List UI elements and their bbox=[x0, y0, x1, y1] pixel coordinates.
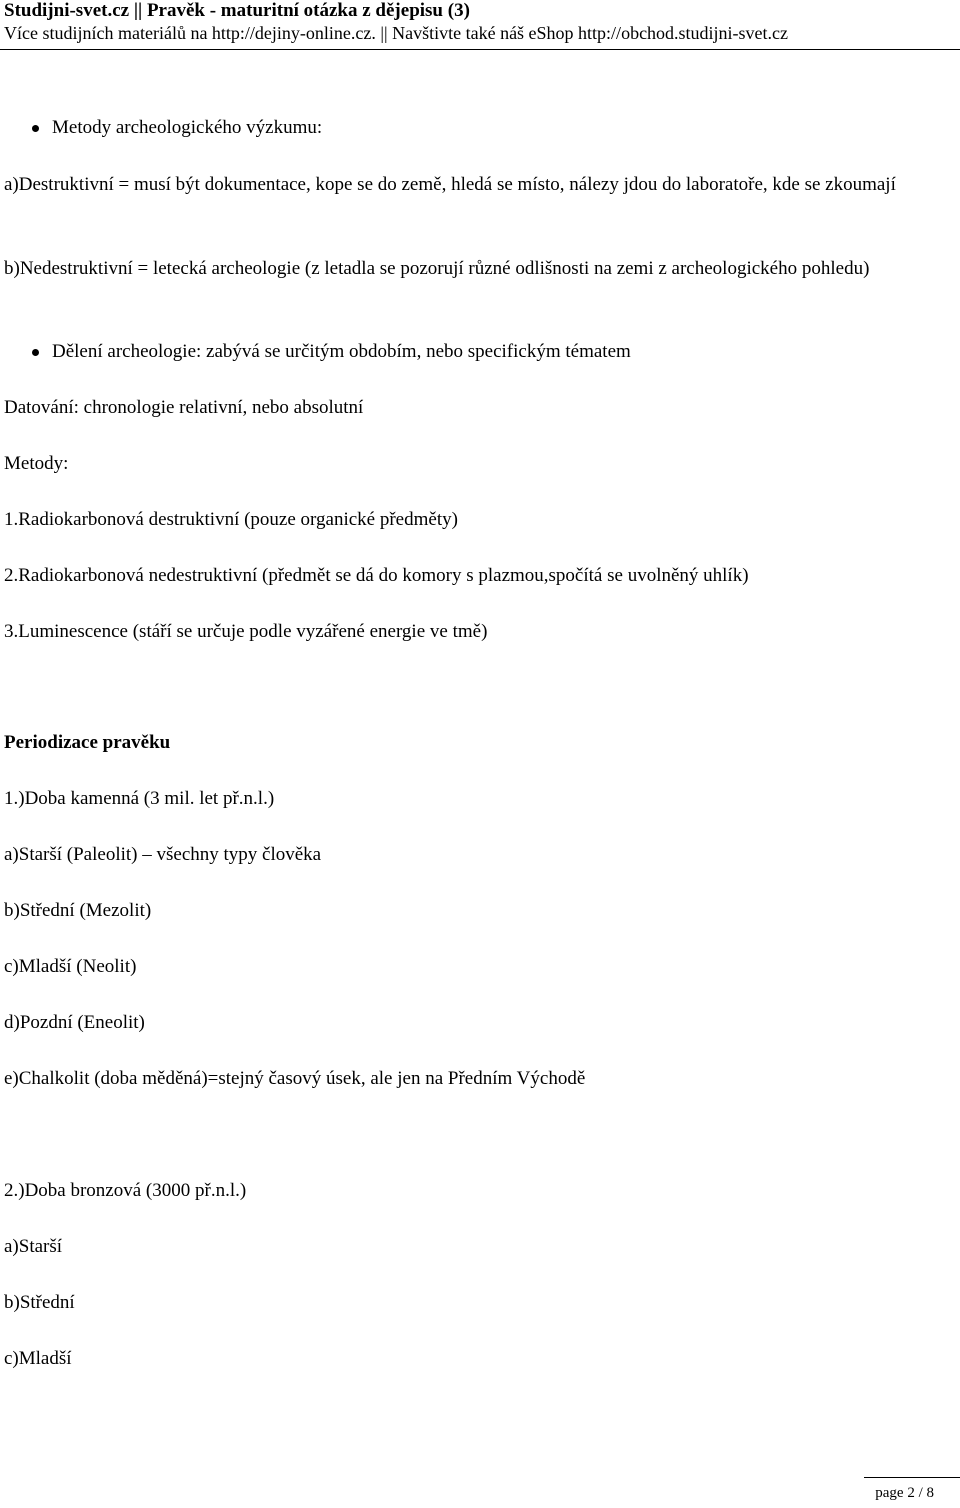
list-item: 2.)Doba bronzová (3000 př.n.l.) bbox=[4, 1180, 247, 1201]
list-item: 1.Radiokarbonová destruktivní (pouze organické předměty) bbox=[4, 509, 458, 530]
list-item: c)Mladší bbox=[4, 1348, 72, 1369]
list-item: a)Starší (Paleolit) – všechny typy člověka bbox=[4, 844, 322, 865]
list-item: e)Chalkolit (doba měděná)=stejný časový úsek, ale jen na Předním Východě bbox=[4, 1068, 586, 1089]
header-divider bbox=[0, 49, 960, 50]
paragraph-destruktivni: a)Destruktivní = musí být dokumentace, kope se do země, hledá se místo, nálezy jdou do laboratoře, kde se zkoumají bbox=[4, 174, 896, 195]
list-item: 2.Radiokarbonová nedestruktivní (předmět se dá do komory s plazmou,spočítá se uvolněný uhlík) bbox=[4, 565, 749, 586]
footer-divider bbox=[864, 1477, 960, 1478]
page-header bbox=[4, 0, 956, 44]
list-item: b)Střední bbox=[4, 1292, 75, 1313]
section-heading: Periodizace pravěku bbox=[4, 732, 171, 753]
list-item: 1.)Doba kamenná (3 mil. let př.n.l.) bbox=[4, 788, 275, 809]
paragraph-metody: Metody: bbox=[4, 453, 69, 474]
paragraph-datovani: Datování: chronologie relativní, nebo absolutní bbox=[4, 397, 364, 418]
list-item: c)Mladší (Neolit) bbox=[4, 956, 137, 977]
bullet-item bbox=[52, 115, 322, 141]
header-subtitle: Více studijních materiálů na http://dejiny-online.cz. || Navštivte také náš eShop http://obchod.studijni-svet.cz bbox=[4, 23, 789, 43]
header-title: Studijni-svet.cz || Pravěk - maturitní otázka z dějepisu (3) bbox=[4, 0, 470, 21]
list-item: b)Střední (Mezolit) bbox=[4, 900, 152, 921]
bullet-item bbox=[52, 339, 631, 365]
page-number: page 2 / 8 bbox=[875, 1485, 934, 1501]
list-item: a)Starší bbox=[4, 1236, 63, 1257]
bullet-icon bbox=[32, 349, 39, 356]
bullet-text: Dělení archeologie: zabývá se určitým obdobím, nebo specifickým tématem bbox=[52, 341, 631, 362]
paragraph-nedestruktivni: b)Nedestruktivní = letecká archeologie (z letadla se pozorují různé odlišnosti na zemi z archeologického pohledu) bbox=[4, 258, 870, 279]
bullet-text: Metody archeologického výzkumu: bbox=[52, 117, 323, 138]
bullet-icon bbox=[32, 125, 39, 132]
list-item: 3.Luminescence (stáří se určuje podle vyzářené energie ve tmě) bbox=[4, 621, 488, 642]
list-item: d)Pozdní (Eneolit) bbox=[4, 1012, 145, 1033]
